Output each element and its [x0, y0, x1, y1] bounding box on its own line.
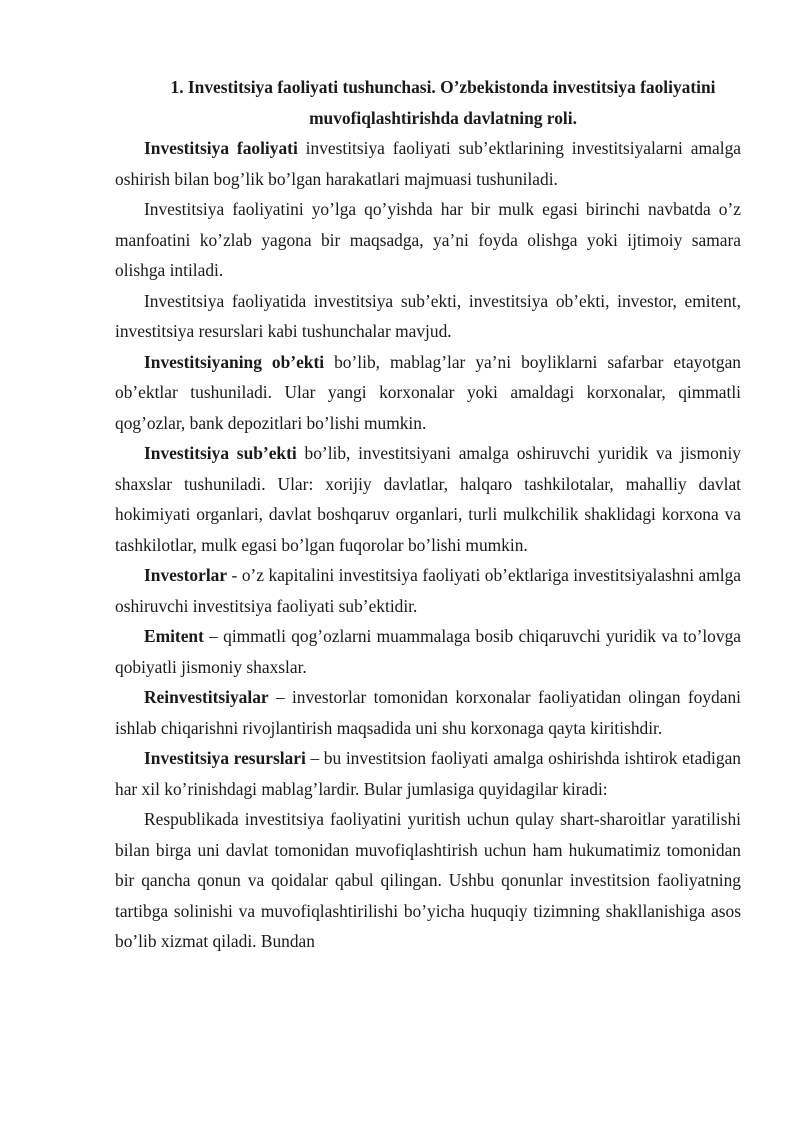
- term-investment-object: Investitsiyaning ob’ekti: [144, 351, 325, 372]
- paragraph-reinvestments: [115, 682, 741, 743]
- term-investors: Investorlar: [144, 565, 228, 585]
- term-investment-resources: Investitsiya resurslari: [144, 748, 306, 768]
- paragraph-text: bo’lib, mablag’lar ya’ni boyliklarni safarbar etayotgan ob’ektlar tushuniladi. Ular yangi korxonalar yoki amaldagi korxonalar, qimmatli qog’ozlar, bank depozitlari bo’lishi mumkin.: [115, 351, 742, 433]
- paragraph-investment-resources: [115, 743, 741, 804]
- paragraph-text: Investitsiya faoliyatida investitsiya sub’ekti, investitsiya ob’ekti, investor, emitent, investitsiya resurslari kabi tushunchalar mavjud.: [115, 290, 741, 341]
- term-investment-subject: Investitsiya sub’ekti: [144, 443, 297, 463]
- paragraph-text: bo’lib, investitsiyani amalga oshiruvchi yuridik va jismoniy shaxslar tushuniladi. Ular: xorijiy davlatlar, halqaro tashkilotalar, mahalliy davlat hokimiyati organlari, davlat boshqaruv organlari, turli mulkchilik shaklidagi korxona va tashkilotlar, mulk egasi bo’lgan fuqorolar bo’lishi mumkin.: [115, 443, 741, 555]
- paragraph-text: Respublikada investitsiya faoliyatini yuritish uchun qulay shart-sharoitlar yaratilishi bilan birga uni davlat tomonidan muvofiqlashtirish uchun ham hukumatimiz tomonidan bir qancha qonun va qoidalar qabul qilingan. Ushbu qonunlar investitsion faoliyatning tartibga solinishi va muvofiqlashtirilishi bo’yicha huquqiy tizimning shakllanishiga asos bo’lib xizmat qiladi. Bundan: [115, 809, 741, 951]
- paragraph-text: – qimmatli qog’ozlarni muammalaga bosib chiqaruvchi yuridik va to’lovga qobiyatli jismoniy shaxslar.: [115, 626, 741, 677]
- paragraph-emitent: [115, 621, 741, 682]
- document-body: [115, 72, 741, 957]
- paragraph-owner-goals: [115, 194, 741, 286]
- paragraph-text: investitsiya faoliyati sub’ektlarining investitsiyalarni amalga oshirish bilan bog’lik bo’lgan harakatlari majmuasi tushuniladi.: [115, 138, 741, 189]
- paragraph-text: – bu investitsion faoliyati amalga oshirishda ishtirok etadigan har xil ko’rinishdagi mablag’lardir. Bular jumlasiga quyidagilar kiradi:: [115, 748, 741, 799]
- paragraph-text: – investorlar tomonidan korxonalar faoliyatidan olingan foydani ishlab chiqarishni rivojlantirish maqsadida uni shu korxonaga qayta kiritishdir.: [115, 687, 741, 738]
- section-heading-line-2: muvofiqlashtirishda davlatning roli.: [309, 107, 577, 128]
- section-heading-line-1: 1. Investitsiya faoliyati tushunchasi. O’zbekistonda investitsiya faoliyatini: [170, 77, 716, 97]
- paragraph-text: Investitsiya faoliyatini yo’lga qo’yishda har bir mulk egasi birinchi navbatda o’z manfoatini ko’zlab yagona bir maqsadga, ya’ni foyda olishga yoki ijtimoiy samara olishga intiladi.: [115, 199, 741, 280]
- paragraph-concepts: [115, 286, 741, 347]
- term-investment-activity: Investitsiya faoliyati: [144, 138, 298, 158]
- paragraph-investors: [115, 560, 741, 621]
- paragraph-investment-subject: [115, 438, 741, 560]
- paragraph-republic-regulation: [115, 804, 741, 957]
- term-reinvestments: Reinvestitsiyalar: [144, 687, 269, 707]
- paragraph-investment-object: [115, 347, 741, 439]
- paragraph-investment-activity: [115, 133, 741, 194]
- paragraph-text: - o’z kapitalini investitsiya faoliyati ob’ektlariga investitsiyalashni amlga oshiruvchi investitsiya faoliyati sub’ektidir.: [115, 565, 741, 616]
- section-heading: [115, 72, 741, 133]
- term-emitent: Emitent: [144, 626, 204, 646]
